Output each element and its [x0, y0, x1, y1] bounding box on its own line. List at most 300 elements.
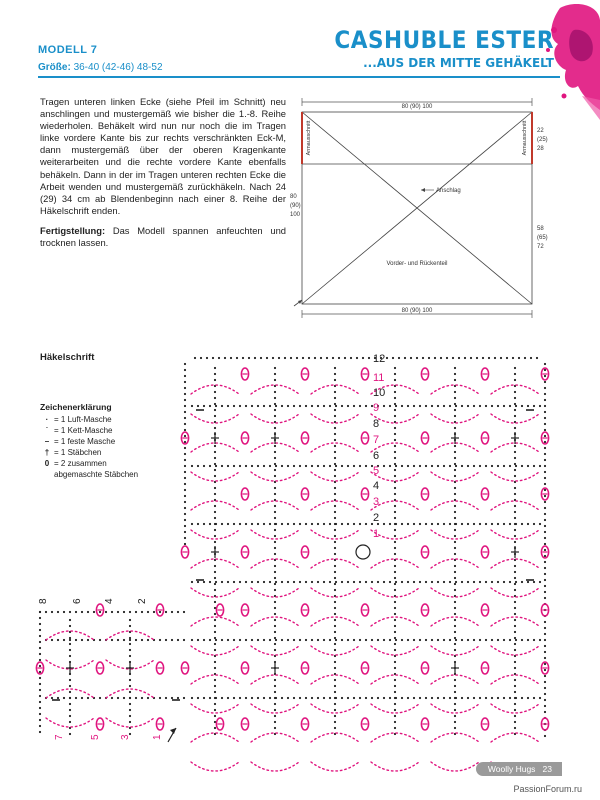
- stitch-row-dot: [443, 523, 445, 525]
- stitch-column-dot: [129, 691, 131, 693]
- stitch-row-dot: [347, 465, 349, 467]
- stitch-row-dot: [269, 465, 271, 467]
- stitch-column-dot: [514, 529, 516, 531]
- chart-border-dot: [87, 611, 89, 613]
- armhole-label-left: Armausschnitt: [306, 120, 312, 156]
- stitch-column-dot: [334, 583, 336, 585]
- chart-border-dot: [272, 357, 274, 359]
- chart-border-dot: [184, 537, 186, 539]
- stitch-row-dot: [437, 523, 439, 525]
- stitch-row-dot: [449, 465, 451, 467]
- stitch-column-dot: [394, 493, 396, 495]
- stitch-column-dot: [334, 457, 336, 459]
- stitch-row-dot: [407, 697, 409, 699]
- stitch-row-dot: [221, 639, 223, 641]
- stitch-column-dot: [454, 649, 456, 651]
- chart-border-dot: [290, 357, 292, 359]
- stitch-column-dot: [394, 679, 396, 681]
- stitch-row-dot: [455, 465, 457, 467]
- stitch-row-dot: [341, 405, 343, 407]
- stitch-row-dot: [191, 523, 193, 525]
- stitch-column-dot: [454, 679, 456, 681]
- left-height-2: (90): [290, 203, 301, 209]
- stitch-column-dot: [334, 529, 336, 531]
- stitch-row-dot: [57, 697, 59, 699]
- stitch-row-dot: [75, 639, 77, 641]
- stitch-row-dot: [491, 697, 493, 699]
- chain-arc: [491, 530, 539, 539]
- stitch-row-dot: [99, 639, 101, 641]
- stitch-row-dot: [233, 523, 235, 525]
- stitch-column-dot: [214, 649, 216, 651]
- stitch-row-dot: [521, 697, 523, 699]
- stitch-row-dot: [353, 523, 355, 525]
- stitch-row-dot: [227, 405, 229, 407]
- chart-border-dot: [544, 621, 546, 623]
- single-crochet-icon: –: [44, 437, 50, 446]
- stitch-column-dot: [334, 703, 336, 705]
- stitch-row-dot: [245, 465, 247, 467]
- chart-border-dot: [544, 417, 546, 419]
- stitch-row-dot: [539, 639, 541, 641]
- stitch-row-dot: [245, 405, 247, 407]
- stitch-row-dot: [203, 405, 205, 407]
- stitch-row-dot: [473, 639, 475, 641]
- stitch-column-dot: [454, 541, 456, 543]
- stitch-row-dot: [377, 639, 379, 641]
- stitch-row-dot: [233, 581, 235, 583]
- stitch-column-dot: [214, 487, 216, 489]
- stitch-row-dot: [215, 523, 217, 525]
- stitch-column-dot: [274, 631, 276, 633]
- stitch-column-dot: [514, 667, 516, 669]
- stitch-column-dot: [274, 727, 276, 729]
- chart-border-dot: [544, 399, 546, 401]
- chain-arc: [251, 443, 299, 452]
- stitch-column-dot: [334, 397, 336, 399]
- magic-ring: [356, 545, 370, 559]
- chain-arc: [251, 530, 299, 539]
- stitch-column-dot: [514, 685, 516, 687]
- stitch-row-dot: [117, 697, 119, 699]
- chart-border-dot: [39, 623, 41, 625]
- stitch-row-dot: [419, 405, 421, 407]
- stitch-row-dot: [365, 523, 367, 525]
- chart-border-dot: [284, 357, 286, 359]
- stitch-row-dot: [335, 523, 337, 525]
- stitch-column-dot: [214, 451, 216, 453]
- chart-border-dot: [184, 543, 186, 545]
- stitch-row-dot: [57, 639, 59, 641]
- chart-border-dot: [184, 405, 186, 407]
- stitch-column-dot: [394, 625, 396, 627]
- stitch-row-dot: [329, 523, 331, 525]
- chart-border-dot: [224, 357, 226, 359]
- stitch-row-dot: [365, 697, 367, 699]
- stitch-column-dot: [69, 703, 71, 705]
- stitch-row-dot: [311, 405, 313, 407]
- chart-border-dot: [39, 647, 41, 649]
- chain-arc: [491, 617, 539, 626]
- stitch-row-dot: [371, 697, 373, 699]
- stitch-row-dot: [503, 405, 505, 407]
- chart-border-dot: [141, 611, 143, 613]
- row-number: 11: [373, 372, 385, 384]
- chart-border-dot: [314, 357, 316, 359]
- chart-border-dot: [63, 611, 65, 613]
- stitch-row-dot: [479, 639, 481, 641]
- stitch-row-dot: [81, 697, 83, 699]
- stitch-row-dot: [443, 405, 445, 407]
- stitch-row-dot: [389, 639, 391, 641]
- stitch-column-dot: [274, 625, 276, 627]
- stitch-row-dot: [209, 465, 211, 467]
- chart-border-dot: [476, 357, 478, 359]
- stitch-column-dot: [514, 379, 516, 381]
- chart-border-dot: [518, 357, 520, 359]
- stitch-row-dot: [203, 581, 205, 583]
- stitch-column-dot: [274, 583, 276, 585]
- stitch-column-dot: [214, 565, 216, 567]
- stitch-column-dot: [69, 655, 71, 657]
- row-number: 8: [38, 598, 49, 604]
- stitch-column-dot: [274, 685, 276, 687]
- stitch-row-dot: [485, 581, 487, 583]
- stitch-row-dot: [515, 639, 517, 641]
- stitch-row-dot: [287, 639, 289, 641]
- chart-border-dot: [494, 357, 496, 359]
- stitch-column-dot: [394, 475, 396, 477]
- stitch-row-dot: [509, 405, 511, 407]
- stitch-row-dot: [497, 581, 499, 583]
- chart-border-dot: [544, 387, 546, 389]
- stitch-row-dot: [141, 639, 143, 641]
- stitch-row-dot: [413, 465, 415, 467]
- stitch-row-dot: [299, 639, 301, 641]
- stitch-row-dot: [317, 465, 319, 467]
- stitch-row-dot: [395, 697, 397, 699]
- stitch-row-dot: [527, 581, 529, 583]
- chart-border-dot: [544, 675, 546, 677]
- chart-border-dot: [117, 611, 119, 613]
- stitch-row-dot: [353, 697, 355, 699]
- stitch-row-dot: [401, 581, 403, 583]
- stitch-row-dot: [515, 523, 517, 525]
- stitch-row-dot: [197, 581, 199, 583]
- stitch-row-dot: [329, 581, 331, 583]
- stitch-column-dot: [69, 691, 71, 693]
- stitch-column-dot: [394, 463, 396, 465]
- stitch-row-dot: [233, 465, 235, 467]
- stitch-row-dot: [497, 465, 499, 467]
- stitch-row-dot: [491, 581, 493, 583]
- stitch-row-dot: [425, 697, 427, 699]
- stitch-row-dot: [233, 697, 235, 699]
- chart-border-dot: [544, 579, 546, 581]
- chart-border-dot: [544, 705, 546, 707]
- row-number: 3: [120, 734, 131, 740]
- chart-border-dot: [194, 357, 196, 359]
- stitch-row-dot: [263, 523, 265, 525]
- chain-arc: [491, 704, 539, 713]
- chart-border-dot: [165, 611, 167, 613]
- stitch-column-dot: [454, 727, 456, 729]
- stitch-column-dot: [129, 643, 131, 645]
- stitch-column-dot: [214, 505, 216, 507]
- chain-arc: [191, 617, 239, 626]
- stitch-row-dot: [317, 581, 319, 583]
- stitch-row-dot: [497, 697, 499, 699]
- stitch-column-dot: [394, 565, 396, 567]
- chart-border-dot: [184, 477, 186, 479]
- stitch-column-dot: [454, 703, 456, 705]
- stitch-row-dot: [323, 697, 325, 699]
- armhole-height-3: 28: [537, 146, 544, 152]
- stitch-column-dot: [454, 367, 456, 369]
- stitch-row-dot: [365, 581, 367, 583]
- stitch-row-dot: [239, 697, 241, 699]
- stitch-column-dot: [334, 643, 336, 645]
- chart-border-dot: [184, 531, 186, 533]
- stitch-row-dot: [317, 405, 319, 407]
- chart-border-dot: [544, 525, 546, 527]
- stitch-row-dot: [467, 639, 469, 641]
- stitch-row-dot: [171, 697, 173, 699]
- stitch-column-dot: [334, 589, 336, 591]
- stitch-row-dot: [275, 639, 277, 641]
- chain-arc: [191, 530, 239, 539]
- chain-arc: [46, 689, 94, 698]
- stitch-column-dot: [274, 721, 276, 723]
- stitch-row-dot: [407, 465, 409, 467]
- stitch-row-dot: [239, 639, 241, 641]
- magazine-name: Woolly Hugs: [487, 764, 536, 774]
- stitch-row-dot: [413, 581, 415, 583]
- stitch-column-dot: [214, 613, 216, 615]
- stitch-row-dot: [521, 581, 523, 583]
- chart-border-dot: [184, 429, 186, 431]
- stitch-row-dot: [479, 523, 481, 525]
- chart-border-dot: [500, 357, 502, 359]
- stitch-column-dot: [274, 379, 276, 381]
- stitch-row-dot: [203, 697, 205, 699]
- stitch-column-dot: [514, 535, 516, 537]
- chart-border-dot: [386, 357, 388, 359]
- stitch-column-dot: [334, 451, 336, 453]
- stitch-row-dot: [431, 639, 433, 641]
- stitch-column-dot: [454, 601, 456, 603]
- legend-item-label: = 1 Stäbchen: [54, 448, 102, 457]
- stitch-column-dot: [394, 457, 396, 459]
- stitch-column-dot: [394, 553, 396, 555]
- stitch-column-dot: [514, 469, 516, 471]
- chart-border-dot: [39, 725, 41, 727]
- stitch-row-dot: [491, 523, 493, 525]
- chart-border-dot: [260, 357, 262, 359]
- chart-border-dot: [184, 399, 186, 401]
- stitch-row-dot: [407, 581, 409, 583]
- chain-arc: [311, 617, 359, 626]
- stitch-column-dot: [514, 709, 516, 711]
- stitch-column-dot: [69, 643, 71, 645]
- stitch-row-dot: [503, 639, 505, 641]
- stitch-row-dot: [197, 697, 199, 699]
- stitch-column-dot: [214, 619, 216, 621]
- legend-item-label: = 2 zusammen: [54, 459, 107, 468]
- stitch-row-dot: [123, 639, 125, 641]
- stitch-column-dot: [454, 457, 456, 459]
- chart-border-dot: [39, 665, 41, 667]
- stitch-row-dot: [431, 523, 433, 525]
- chart-border-dot: [452, 357, 454, 359]
- stitch-column-dot: [454, 715, 456, 717]
- stitch-column-dot: [334, 433, 336, 435]
- stitch-column-dot: [69, 715, 71, 717]
- stitch-row-dot: [197, 465, 199, 467]
- chart-border-dot: [184, 369, 186, 371]
- legend-title: Zeichenerklärung: [40, 402, 112, 412]
- stitch-row-dot: [281, 639, 283, 641]
- stitch-column-dot: [334, 607, 336, 609]
- stitch-row-dot: [533, 405, 535, 407]
- stitch-column-dot: [514, 691, 516, 693]
- chart-border-dot: [544, 627, 546, 629]
- chain-arc: [431, 617, 479, 626]
- stitch-row-dot: [329, 405, 331, 407]
- stitch-row-dot: [209, 523, 211, 525]
- chart-border-dot: [368, 357, 370, 359]
- stitch-row-dot: [203, 465, 205, 467]
- schematic-bottom-width: 80 (90) 100: [401, 308, 433, 314]
- stitch-column-dot: [334, 553, 336, 555]
- stitch-row-dot: [287, 523, 289, 525]
- stitch-column-dot: [514, 565, 516, 567]
- chart-border-dot: [184, 393, 186, 395]
- chart-border-dot: [184, 489, 186, 491]
- stitch-row-dot: [401, 697, 403, 699]
- stitch-column-dot: [394, 367, 396, 369]
- chart-border-dot: [184, 465, 186, 467]
- chart-border-dot: [184, 363, 186, 365]
- stitch-row-dot: [263, 465, 265, 467]
- stitch-row-dot: [329, 697, 331, 699]
- stitch-row-dot: [239, 405, 241, 407]
- stitch-column-dot: [274, 553, 276, 555]
- stitch-row-dot: [245, 639, 247, 641]
- stitch-column-dot: [394, 487, 396, 489]
- chart-border-dot: [544, 669, 546, 671]
- chart-border-dot: [135, 611, 137, 613]
- stitch-row-dot: [431, 465, 433, 467]
- stitch-column-dot: [274, 601, 276, 603]
- stitch-row-dot: [341, 581, 343, 583]
- chart-border-dot: [544, 483, 546, 485]
- stitch-row-dot: [281, 405, 283, 407]
- chart-border-dot: [544, 567, 546, 569]
- stitch-row-dot: [287, 581, 289, 583]
- stitch-row-dot: [197, 523, 199, 525]
- stitch-row-dot: [359, 697, 361, 699]
- stitch-row-dot: [117, 639, 119, 641]
- chart-border-dot: [544, 561, 546, 563]
- chart-border-dot: [422, 357, 424, 359]
- stitch-row-dot: [257, 465, 259, 467]
- stitch-row-dot: [413, 697, 415, 699]
- slip-stitch-icon: ˙: [45, 426, 49, 435]
- legend-item-continuation: abgemaschte Stäbchen: [54, 470, 139, 479]
- stitch-row-dot: [347, 581, 349, 583]
- stitch-row-dot: [203, 523, 205, 525]
- stitch-column-dot: [454, 463, 456, 465]
- stitch-row-dot: [353, 405, 355, 407]
- row-number: 2: [137, 598, 148, 604]
- stitch-row-dot: [293, 523, 295, 525]
- chart-border-dot: [544, 471, 546, 473]
- stitch-column-dot: [454, 607, 456, 609]
- stitch-column-dot: [334, 463, 336, 465]
- chart-border-dot: [544, 459, 546, 461]
- stitch-column-dot: [514, 517, 516, 519]
- stitch-column-dot: [454, 445, 456, 447]
- stitch-row-dot: [87, 697, 89, 699]
- stitch-row-dot: [419, 581, 421, 583]
- stitch-row-dot: [123, 697, 125, 699]
- stitch-row-dot: [51, 639, 53, 641]
- stitch-column-dot: [334, 685, 336, 687]
- stitch-row-dot: [473, 465, 475, 467]
- chain-arc: [191, 704, 239, 713]
- stitch-column-dot: [334, 415, 336, 417]
- stitch-row-dot: [365, 639, 367, 641]
- stitch-row-dot: [251, 523, 253, 525]
- stitch-column-dot: [394, 607, 396, 609]
- chart-border-dot: [544, 435, 546, 437]
- chart-border-dot: [39, 701, 41, 703]
- stitch-row-dot: [293, 639, 295, 641]
- stitch-column-dot: [274, 403, 276, 405]
- chart-border-dot: [183, 611, 185, 613]
- stitch-row-dot: [473, 581, 475, 583]
- stitch-column-dot: [274, 505, 276, 507]
- chart-border-dot: [544, 501, 546, 503]
- stitch-column-dot: [214, 571, 216, 573]
- stitch-column-dot: [274, 637, 276, 639]
- stitch-row-dot: [413, 639, 415, 641]
- footer-badge: [476, 762, 562, 776]
- stitch-row-dot: [299, 581, 301, 583]
- chain-arc: [311, 704, 359, 713]
- chart-border-dot: [544, 375, 546, 377]
- stitch-row-dot: [527, 465, 529, 467]
- stitch-column-dot: [334, 631, 336, 633]
- stitch-row-dot: [479, 581, 481, 583]
- stitch-row-dot: [293, 697, 295, 699]
- stitch-row-dot: [111, 639, 113, 641]
- stitch-column-dot: [214, 577, 216, 579]
- stitch-column-dot: [334, 649, 336, 651]
- stitch-column-dot: [334, 715, 336, 717]
- stitch-row-dot: [87, 639, 89, 641]
- stitch-row-dot: [515, 405, 517, 407]
- stitch-column-dot: [514, 619, 516, 621]
- stitch-row-dot: [299, 465, 301, 467]
- row-number: 3: [373, 496, 380, 508]
- chart-border-dot: [75, 611, 77, 613]
- stitch-row-dot: [227, 581, 229, 583]
- stitch-column-dot: [454, 553, 456, 555]
- stitch-row-dot: [443, 639, 445, 641]
- stitch-row-dot: [491, 639, 493, 641]
